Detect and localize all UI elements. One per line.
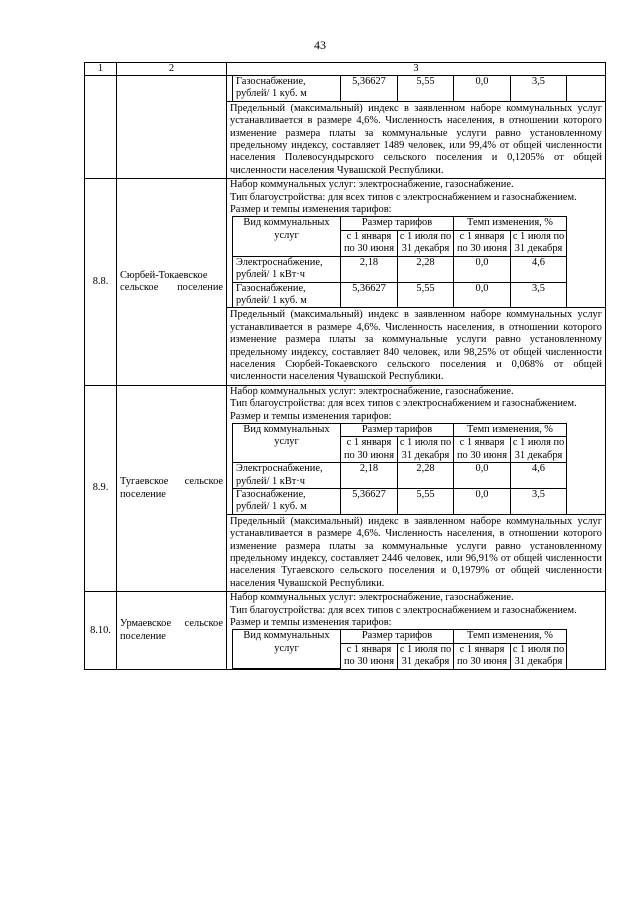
rate-value-2: 3,5 bbox=[511, 489, 567, 514]
gas-row bbox=[233, 282, 567, 307]
col-service-header: Вид коммунальных услуг bbox=[233, 217, 341, 256]
tariffs-title: Размер и темпы изменения тарифов: bbox=[230, 204, 392, 216]
table-row bbox=[85, 179, 606, 386]
period-2-label: с 1 июля по 31 декабря bbox=[398, 437, 454, 463]
header-col-1: 1 bbox=[85, 63, 117, 76]
row-content bbox=[227, 76, 606, 179]
rate-value-2: 3,5 bbox=[511, 76, 567, 101]
tariff-value-1: 2,18 bbox=[341, 463, 398, 489]
settlement-name: Урмаевское сельское поселение bbox=[117, 592, 227, 670]
tariffs-title: Размер и темпы изменения тарифов: bbox=[230, 410, 392, 422]
period-2-label: с 1 июля по 31 декабря bbox=[398, 643, 454, 668]
period-1-label: с 1 января по 30 июня bbox=[341, 643, 398, 668]
col-rate-header: Темп изменения, % bbox=[454, 423, 567, 436]
row-number bbox=[85, 76, 117, 179]
rate-value-2: 4,6 bbox=[511, 256, 567, 282]
row-content bbox=[227, 179, 606, 386]
period-1-label: с 1 января по 30 июня bbox=[341, 437, 398, 463]
period-2-label: с 1 июля по 31 декабря bbox=[398, 230, 454, 256]
row-content bbox=[227, 592, 606, 670]
rate-value-1: 0,0 bbox=[454, 76, 511, 101]
page-number: 43 bbox=[314, 38, 326, 52]
period-1-label: с 1 января по 30 июня bbox=[454, 230, 511, 256]
tariff-subtable bbox=[232, 629, 567, 669]
col-service-header: Вид коммунальных услуг bbox=[233, 423, 341, 462]
table-row bbox=[85, 592, 606, 670]
tariff-value-2: 2,28 bbox=[398, 463, 454, 489]
col-rate-header: Темп изменения, % bbox=[454, 630, 567, 643]
rate-value-1: 0,0 bbox=[454, 256, 511, 282]
row-content bbox=[227, 385, 606, 592]
period-1-label: с 1 января по 30 июня bbox=[454, 437, 511, 463]
col-size-header: Размер тарифов bbox=[341, 217, 454, 230]
settlement-name: Сюрбей-Токаевское сельское поселение bbox=[117, 179, 227, 386]
subtable-header bbox=[233, 423, 567, 436]
tariff-value-2: 5,55 bbox=[398, 76, 454, 101]
col-rate-header: Темп изменения, % bbox=[454, 217, 567, 230]
improvement-type: Тип благоустройства: для всех типов с электроснабжением и газоснабжением. bbox=[230, 604, 577, 616]
row-number: 8.9. bbox=[85, 385, 117, 592]
tariff-value-1: 5,36627 bbox=[341, 489, 398, 514]
period-2-label: с 1 июля по 31 декабря bbox=[511, 437, 567, 463]
tariff-value-2: 5,55 bbox=[398, 489, 454, 514]
col-service-header: Вид коммунальных услуг bbox=[233, 630, 341, 669]
service-label: Газоснабжение, рублей/ 1 куб. м bbox=[233, 76, 341, 101]
row-number: 8.8. bbox=[85, 179, 117, 386]
tariff-value-2: 5,55 bbox=[398, 282, 454, 307]
tariff-value-1: 5,36627 bbox=[341, 76, 398, 101]
tariff-subtable bbox=[232, 216, 567, 307]
improvement-type: Тип благоустройства: для всех типов с электроснабжением и газоснабжением. bbox=[230, 191, 577, 203]
row-number: 8.10. bbox=[85, 592, 117, 670]
header-col-2: 2 bbox=[117, 63, 227, 76]
summary-paragraph: Предельный (максимальный) индекс в заявленном наборе коммунальных услуг устанавливается в размере 4,6%. Численность населения, в отношении которого изменение размера платы за коммунальные услуги равно установленному предельному индексу, составляет 840 человек, или 98,25% от общей численности населения Сюрбей-Токаевского сельского поселения и 0,068% от общей численности населения Чувашской Республики. bbox=[227, 307, 605, 384]
electricity-row bbox=[233, 256, 567, 282]
service-label: Электроснабжение, рублей/ 1 кВт·ч bbox=[233, 256, 341, 282]
period-1-label: с 1 января по 30 июня bbox=[454, 643, 511, 668]
gas-row bbox=[233, 76, 567, 101]
tariff-subtable bbox=[232, 76, 567, 101]
gas-row bbox=[233, 489, 567, 514]
tariff-value-1: 2,18 bbox=[341, 256, 398, 282]
tariff-table bbox=[84, 62, 606, 670]
tariffs-title: Размер и темпы изменения тарифов: bbox=[230, 617, 392, 629]
summary-paragraph: Предельный (максимальный) индекс в заявленном наборе коммунальных услуг устанавливается в размере 4,6%. Численность населения, в отношении которого изменение размера платы за коммунальные услуги равно установленному предельному индексу, составляет 1489 человек, или 99,4% от общей численности населения Полевосундырского сельского поселения и 0,1205% от общей численности населения Чувашской Республики. bbox=[227, 101, 605, 178]
summary-paragraph: Предельный (максимальный) индекс в заявленном наборе коммунальных услуг устанавливается в размере 4,6%. Численность населения, в отношении которого изменение размера платы за коммунальные услуги равно установленному предельному индексу, составляет 2446 человек, или 96,91% от общей численности населения Тугаевского сельского поселения и 0,1979% от общей численности населения Чувашской Республики. bbox=[227, 514, 605, 591]
service-label: Газоснабжение, рублей/ 1 куб. м bbox=[233, 282, 341, 307]
rate-value-1: 0,0 bbox=[454, 489, 511, 514]
rate-value-2: 3,5 bbox=[511, 282, 567, 307]
improvement-type: Тип благоустройства: для всех типов с электроснабжением и газоснабжением. bbox=[230, 398, 577, 410]
col-size-header: Размер тарифов bbox=[341, 423, 454, 436]
service-label: Электроснабжение, рублей/ 1 кВт·ч bbox=[233, 463, 341, 489]
rate-value-1: 0,0 bbox=[454, 463, 511, 489]
table-row bbox=[85, 385, 606, 592]
col-size-header: Размер тарифов bbox=[341, 630, 454, 643]
header-col-3: 3 bbox=[227, 63, 606, 76]
rate-value-1: 0,0 bbox=[454, 282, 511, 307]
subtable-header bbox=[233, 630, 567, 643]
service-label: Газоснабжение, рублей/ 1 куб. м bbox=[233, 489, 341, 514]
services-set: Набор коммунальных услуг: электроснабжение, газоснабжение. bbox=[230, 385, 514, 397]
settlement-name: Тугаевское сельское поселение bbox=[117, 385, 227, 592]
subtable-header bbox=[233, 217, 567, 230]
services-set: Набор коммунальных услуг: электроснабжение, газоснабжение. bbox=[230, 179, 514, 191]
period-2-label: с 1 июля по 31 декабря bbox=[511, 643, 567, 668]
settlement-name bbox=[117, 76, 227, 179]
period-2-label: с 1 июля по 31 декабря bbox=[511, 230, 567, 256]
table-row-continuation bbox=[85, 76, 606, 179]
rate-value-2: 4,6 bbox=[511, 463, 567, 489]
table-header-row bbox=[85, 63, 606, 76]
tariff-value-1: 5,36627 bbox=[341, 282, 398, 307]
tariff-subtable bbox=[232, 423, 567, 514]
period-1-label: с 1 января по 30 июня bbox=[341, 230, 398, 256]
tariff-value-2: 2,28 bbox=[398, 256, 454, 282]
electricity-row bbox=[233, 463, 567, 489]
services-set: Набор коммунальных услуг: электроснабжение, газоснабжение. bbox=[230, 592, 514, 604]
